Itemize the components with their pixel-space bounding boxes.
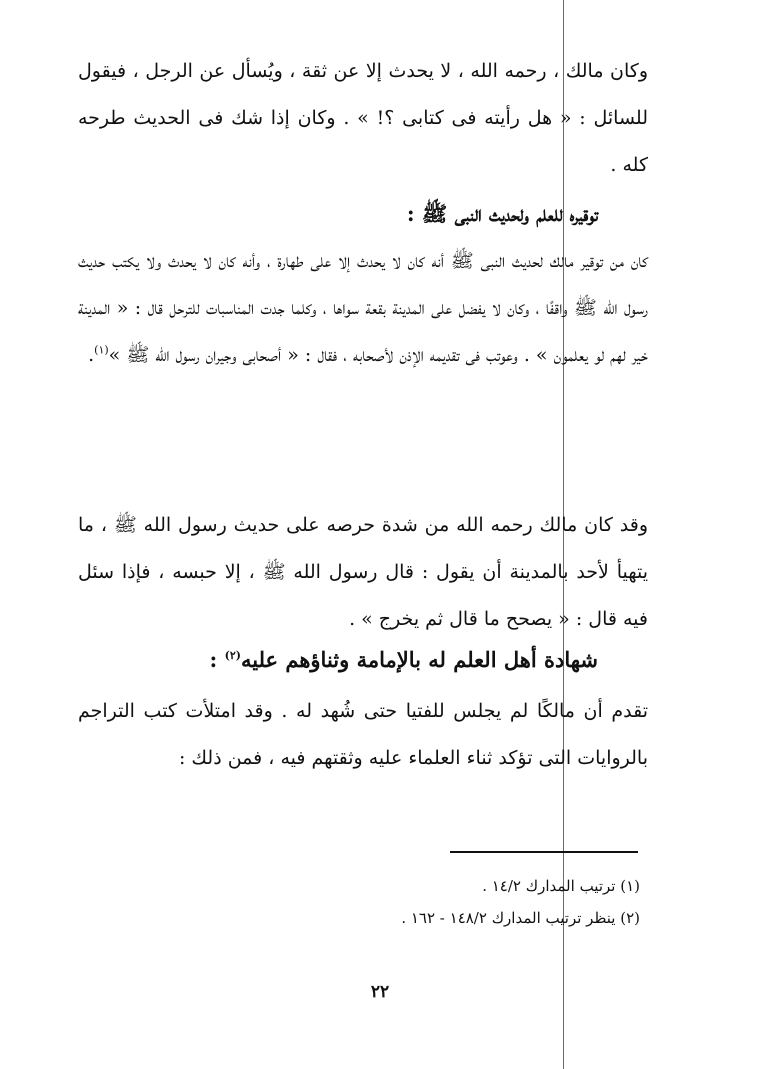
footnote-ref-2: (٢) — [224, 649, 241, 662]
footnote-divider — [450, 851, 638, 853]
paragraph-care: وقد كان مالك رحمه الله من شدة حرصه على حديث رسول الله ﷺ ، ما يتهيأ لأحد بالمدينة أن يقول : قال رسول الله ﷺ ، إلا حبسه ، فإذا سئل فيه قال : « يصحح ما قال ثم يخرج » . — [78, 514, 648, 630]
section-heading-testimony — [78, 640, 598, 680]
footnote-ref-1: (١) — [94, 343, 109, 357]
paragraph-reliability: وكان مالك ، رحمه الله ، لا يحدث إلا عن ثقة ، ويُسأل عن الرجل ، فيقول للسائل : « هل رأيته فى كتابى ؟! » . وكان إذا شك فى الحديث طرحه كله . — [78, 60, 648, 176]
footnote-1: (١) ترتيب المدارك ١٤/٢ . — [482, 877, 640, 895]
paragraph-reverence-end: . — [88, 344, 95, 366]
paragraph-testimony: تقدم أن مالكًا لم يجلس للفتيا حتى شُهد له . وقد امتلأت كتب التراجم بالروايات التى تؤكد ثناء العلماء عليه وثقتهم فيه ، فمن ذلك : — [78, 700, 648, 769]
section-heading-reverence: توقيره للعلم ولحديث النبى ﷺ : — [406, 201, 598, 226]
paragraph-reverence-text: كان من توقير مالك لحديث النبى ﷺ أنه كان لا يحدث إلا على طهارة ، وأنه كان لا يحدث ولا يكتب حديث رسول الله ﷺ واقفًا ، وكان لا يفضل على المدينة بقعة سواها ، وكلما جدت المناسبات للترحل قال : « المدينة خير لهم لو يعلمون » . وعوتب فى تقديمه الإذن لأصحابه ، فقال : « أصحابى وجيران رسول الله ﷺ » — [78, 250, 648, 366]
section-heading-testimony-text: شهادة أهل العلم له بالإمامة وثناؤهم عليه — [240, 647, 598, 672]
section-heading-testimony-end: : — [209, 647, 225, 672]
page-number: ٢٢ — [370, 982, 390, 1002]
paragraph-reverence — [78, 238, 648, 379]
footnote-2: (٢) ينظر ترتيب المدارك ١٤٨/٢ - ١٦٢ . — [401, 909, 640, 927]
